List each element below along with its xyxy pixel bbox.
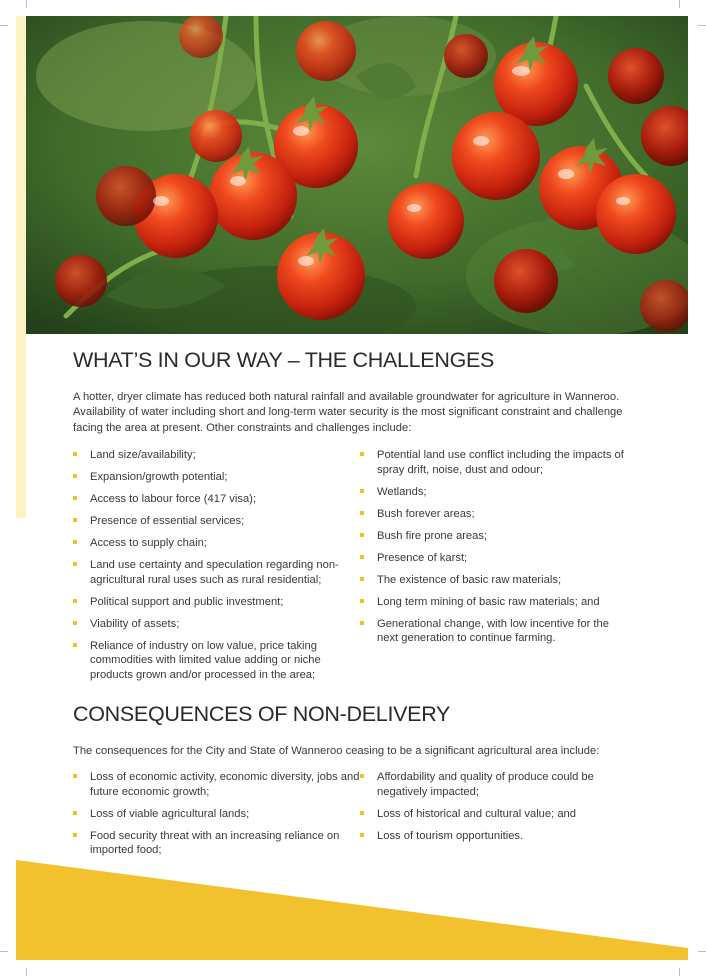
list-item (360, 595, 630, 609)
list-item (73, 770, 360, 799)
crop-mark (0, 25, 8, 26)
crop-mark (26, 968, 27, 976)
list-item-text: Wetlands; (377, 485, 427, 498)
list-item (73, 536, 360, 550)
list-item-text: Loss of viable agricultural lands; (90, 807, 250, 820)
challenges-right-list (360, 448, 630, 689)
bullet-marker (73, 811, 77, 815)
list-item-text: Potential land use conflict including the impacts of spray drift, noise, dust and odour; (377, 449, 624, 476)
list-item-text: Food security threat with an increasing reliance on imported food; (90, 829, 340, 857)
bullet-marker (360, 533, 364, 537)
challenges-heading: WHAT’S IN OUR WAY – THE CHALLENGES (73, 348, 495, 372)
crop-mark (679, 0, 680, 8)
bullet-marker (360, 811, 364, 815)
list-item (73, 595, 360, 609)
list-item (360, 529, 630, 543)
list-item (360, 573, 630, 587)
list-item (360, 551, 630, 565)
bullet-marker (73, 540, 77, 544)
list-item (360, 485, 630, 499)
crop-mark (0, 951, 8, 952)
bullet-marker (360, 577, 364, 581)
list-item (360, 617, 630, 646)
bullet-marker (73, 562, 77, 566)
list-item-text: Political support and public investment; (90, 595, 284, 608)
bullet-marker (73, 774, 77, 778)
list-item-text: Presence of karst; (377, 551, 468, 564)
list-item-text: Access to supply chain; (90, 537, 207, 550)
list-item-text: Bush forever areas; (377, 507, 475, 520)
consequences-intro: The consequences for the City and State of Wanneroo ceasing to be a significant agricultural area include: (73, 744, 600, 757)
bullet-marker (360, 489, 364, 493)
bullet-marker (73, 599, 77, 603)
consequences-section (73, 702, 643, 865)
crop-mark (698, 25, 706, 26)
list-item-text: Land use certainty and speculation regarding non-agricultural rural uses such as rural residential; (90, 559, 339, 586)
challenges-intro: A hotter, dryer climate has reduced both natural rainfall and available groundwater for agriculture in Wanneroo. Availability of water including short and long-term water security is the most significant constraint and challenge facing the area at present. Other constraints and challenges include: (73, 390, 623, 434)
consequences-heading: CONSEQUENCES OF NON-DELIVERY (73, 702, 451, 726)
bullet-marker (73, 621, 77, 625)
bullet-marker (360, 774, 364, 778)
side-accent-bar (16, 16, 26, 518)
list-item-text: Bush fire prone areas; (377, 529, 488, 542)
list-item (360, 448, 630, 477)
list-item (360, 807, 630, 821)
list-item-text: Land size/availability; (90, 449, 196, 462)
list-item (73, 558, 360, 587)
list-item (73, 492, 360, 506)
list-item (73, 470, 360, 484)
list-item (73, 617, 360, 631)
list-item-text: Affordability and quality of produce could be negatively impacted; (377, 771, 594, 798)
bullet-marker (360, 833, 364, 837)
list-item-text: Loss of tourism opportunities. (377, 829, 524, 842)
bullet-marker (73, 833, 77, 837)
list-item (73, 829, 360, 858)
crop-mark (26, 0, 27, 8)
list-item-text: Loss of historical and cultural value; and (377, 807, 577, 820)
challenges-left-list (73, 448, 360, 689)
list-item (360, 829, 630, 843)
list-item (73, 639, 360, 682)
bullet-marker (73, 474, 77, 478)
list-item-text: Generational change, with low incentive for the next generation to continue farming. (377, 617, 609, 645)
list-item-text: Long term mining of basic raw materials; and (377, 595, 600, 608)
bullet-marker (360, 599, 364, 603)
list-item-text: The existence of basic raw materials; (377, 573, 562, 586)
challenges-section (73, 348, 643, 690)
list-item-text: Presence of essential services; (90, 515, 245, 528)
bullet-marker (360, 452, 364, 456)
bullet-marker (360, 621, 364, 625)
list-item (360, 770, 630, 799)
bullet-marker (360, 511, 364, 515)
bullet-marker (360, 555, 364, 559)
yellow-footer-wedge (16, 860, 688, 960)
list-item-text: Loss of economic activity, economic diversity, jobs and future economic growth; (90, 771, 360, 798)
list-item-text: Reliance of industry on low value, price taking commodities with limited value adding or niche products grown and/or processed in the area; (90, 639, 321, 681)
list-item-text: Expansion/growth potential; (90, 471, 228, 484)
consequences-right-list (360, 770, 630, 865)
list-item (360, 507, 630, 521)
bullet-marker (73, 496, 77, 500)
crop-mark (679, 968, 680, 976)
tomato-plant-photo (26, 16, 688, 334)
list-item-text: Viability of assets; (90, 617, 180, 630)
crop-mark (698, 951, 706, 952)
list-item-text: Access to labour force (417 visa); (90, 493, 257, 506)
list-item (73, 807, 360, 821)
bullet-marker (73, 452, 77, 456)
bullet-marker (73, 518, 77, 522)
bullet-marker (73, 643, 77, 647)
list-item (73, 514, 360, 528)
consequences-left-list (73, 770, 360, 865)
list-item (73, 448, 360, 462)
